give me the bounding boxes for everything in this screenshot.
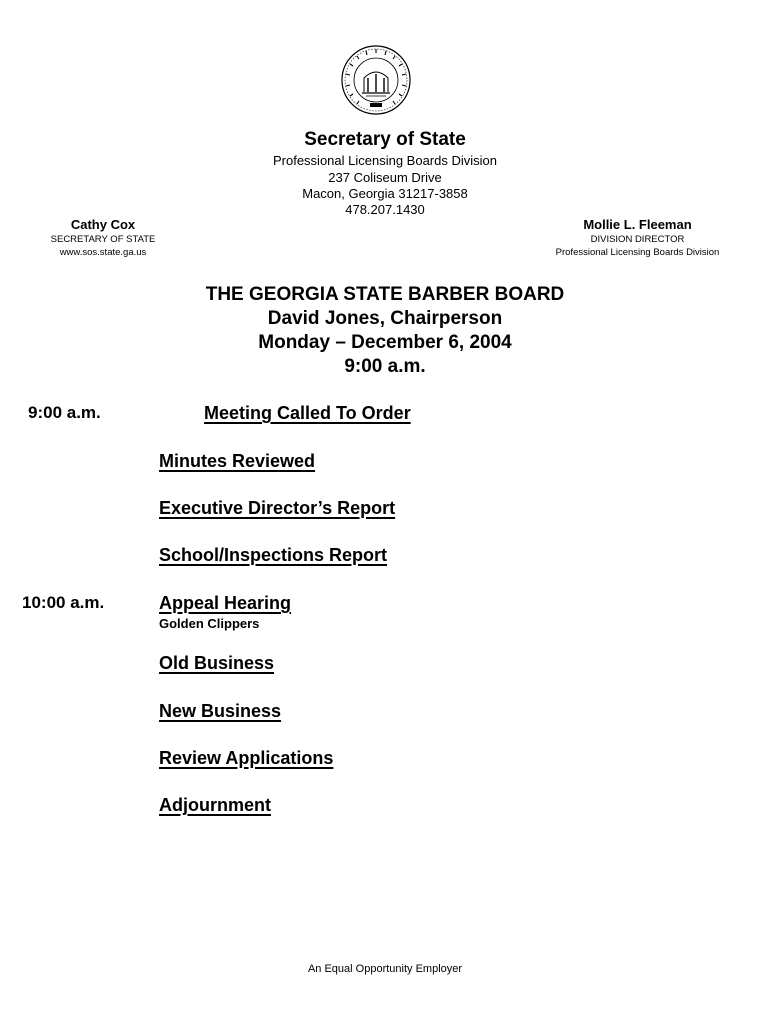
- director-contact: [540, 217, 735, 259]
- meeting-time: 9:00 a.m.: [344, 356, 426, 377]
- street-address: 237 Coliseum Drive: [328, 170, 442, 185]
- agenda-item-school-report: School/Inspections Report: [159, 545, 388, 565]
- meeting-date: Monday – December 6, 2004: [258, 332, 512, 353]
- website-link[interactable]: www.sos.state.ga.us: [59, 247, 147, 258]
- director-name: Mollie L. Fleeman: [583, 217, 692, 232]
- agenda-item-appeal-hearing: Appeal Hearing: [159, 593, 292, 613]
- meeting-heading: [0, 283, 770, 379]
- secretary-title: SECRETARY OF STATE: [50, 234, 156, 245]
- office-title: Secretary of State: [304, 129, 466, 150]
- director-division: Professional Licensing Boards Division: [555, 247, 720, 258]
- agenda-time-label: 10:00 a.m.: [22, 593, 105, 612]
- agenda-item-adjournment: Adjournment: [159, 795, 271, 815]
- city-address: Macon, Georgia 31217-3858: [302, 186, 468, 201]
- agenda-item-new-business: New Business: [159, 701, 282, 721]
- chairperson: David Jones, Chairperson: [267, 308, 503, 329]
- state-seal-icon: [340, 44, 412, 116]
- secretary-name: Cathy Cox: [70, 217, 136, 232]
- agenda-item-call-to-order: Meeting Called To Order: [204, 403, 411, 423]
- secretary-contact: [20, 217, 186, 259]
- board-name: THE GEORGIA STATE BARBER BOARD: [205, 284, 565, 305]
- appeal-party: Golden Clippers: [159, 616, 260, 631]
- agenda-item-executive-report: Executive Director’s Report: [159, 498, 396, 518]
- phone-number: 478.207.1430: [345, 202, 425, 217]
- agenda-time-label: 9:00 a.m.: [28, 403, 101, 422]
- footer-text: An Equal Opportunity Employer: [307, 963, 463, 975]
- director-title: DIVISION DIRECTOR: [590, 234, 685, 245]
- agenda-item-minutes: Minutes Reviewed: [159, 451, 316, 471]
- agenda-item-review-applications: Review Applications: [159, 748, 334, 768]
- division-name: Professional Licensing Boards Division: [272, 153, 497, 168]
- agenda-item-old-business: Old Business: [159, 653, 275, 673]
